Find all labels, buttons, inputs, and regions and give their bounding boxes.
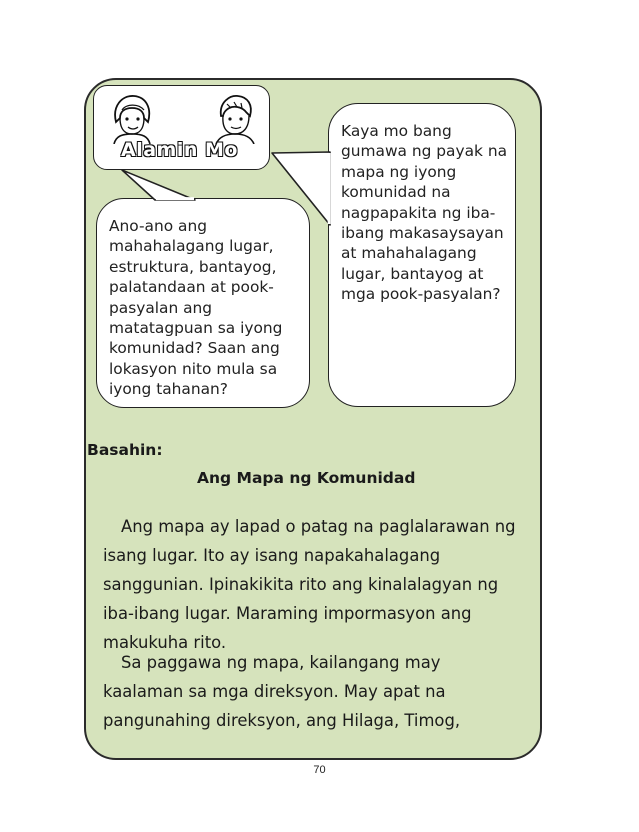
bubble-left-text: Ano-ano ang mahahalagang lugar, estruktura, bantayog, palatandaan at pook-pasyalan ang matatagpuan sa iyong komunidad? Saan ang lokasyon nito mula sa iyong tahanan? (109, 217, 283, 399)
boy-illustration (210, 92, 260, 144)
girl-illustration (108, 92, 156, 144)
alamin-mo-banner (93, 85, 270, 170)
speech-bubble-right (328, 103, 516, 407)
page-number: 70 (313, 764, 326, 776)
banner-title: Alamin Mo (121, 139, 238, 161)
reading-title: Ang Mapa ng Komunidad (197, 469, 416, 487)
paragraph-2: Sa paggawa ng mapa, kailangang may kaalaman sa mga direksyon. May apat na pangunahing direksyon, ang Hilaga, Timog, (103, 653, 461, 730)
paragraph-1: Ang mapa ay lapad o patag na paglalarawan ng isang lugar. Ito ay isang napakahalagang sanggunian. Ipinakikita rito ang kinalalagyan ng iba-ibang lugar. Maraming impormasyon ang makukuha rito. (103, 517, 516, 652)
bubble-right-text: Kaya mo bang gumawa ng payak na mapa ng iyong komunidad na nagpapakita ng iba-ibang makasaysayan at mahahalagang lugar, bantayog at mga pook-pasyalan? (341, 122, 508, 304)
speech-bubble-left (96, 198, 310, 408)
reading-label: Basahin: (87, 441, 163, 459)
